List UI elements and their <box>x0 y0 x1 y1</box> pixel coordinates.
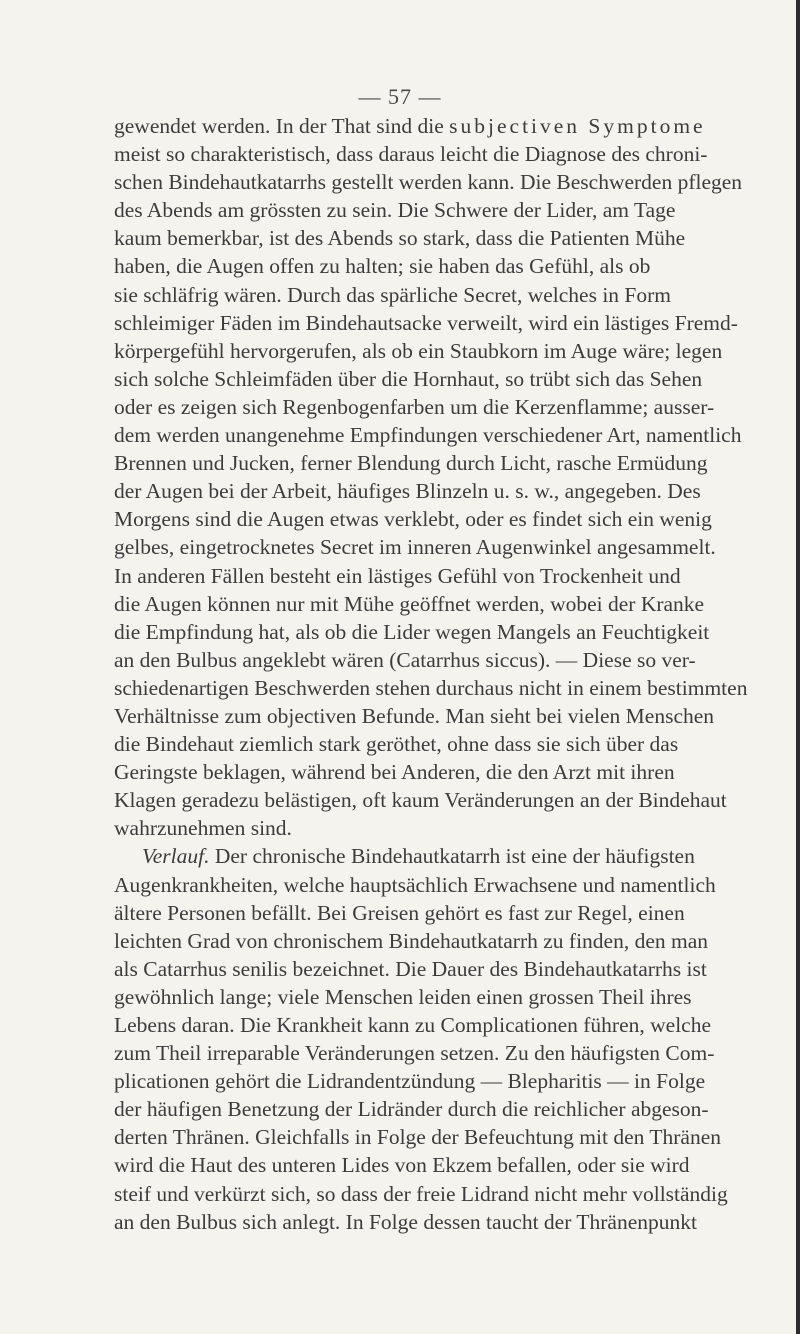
text-segment: gewendet werden. In der That sind die <box>114 114 450 138</box>
text-line: Geringste beklagen, während bei Anderen, die den Arzt mit ihren <box>114 760 675 785</box>
text-line <box>114 112 800 140</box>
text-line: der Augen bei der Arbeit, häufiges Blinzeln u. s. w., angegeben. Des <box>114 479 701 504</box>
text-line: Verhältnisse zum objectiven Befunde. Man sieht bei vielen Menschen <box>114 703 715 728</box>
text-line: schen Bindehautkatarrhs gestellt werden kann. Die Beschwerden pflegen <box>114 170 743 195</box>
text-line: als Catarrhus senilis bezeichnet. Die Dauer des Bindehautkatarrhs ist <box>114 956 707 981</box>
text-line: gewöhnlich lange; viele Menschen leiden einen grossen Theil ihres <box>114 984 692 1009</box>
text-line: an den Bulbus sich anlegt. In Folge dessen taucht der Thränenpunkt <box>114 1209 697 1234</box>
text-line: Brennen und Jucken, ferner Blendung durch Licht, rasche Ermüdung <box>114 451 708 476</box>
section-heading: Verlauf. <box>142 844 210 869</box>
text-line: Augenkrankheiten, welche hauptsächlich Erwachsene und namentlich <box>114 872 716 897</box>
text-line: plicationen gehört die Lidrandentzündung — Blepharitis — in Folge <box>114 1069 706 1094</box>
text-line: körpergefühl hervorgerufen, als ob ein Staubkorn im Auge wäre; legen <box>114 338 723 363</box>
text-line: leichten Grad von chronischem Bindehautkatarrh zu finden, den man <box>114 928 709 953</box>
text-line: meist so charakteristisch, dass daraus leicht die Diagnose des chroni- <box>114 142 708 167</box>
text-line: ältere Personen befällt. Bei Greisen gehört es fast zur Regel, einen <box>114 900 685 925</box>
body-text <box>114 112 800 1236</box>
text-line: des Abends am grössten zu sein. Die Schwere der Lider, am Tage <box>114 198 676 223</box>
text-line: die Empfindung hat, als ob die Lider wegen Mangels an Feuchtigkeit <box>114 619 710 644</box>
text-line: kaum bemerkbar, ist des Abends so stark, dass die Patienten Mühe <box>114 226 686 251</box>
text-line: haben, die Augen offen zu halten; sie haben das Gefühl, als ob <box>114 254 651 279</box>
text-segment: Der chronische Bindehautkatarrh ist eine der häufigsten <box>209 844 695 869</box>
text-line: gelbes, eingetrocknetes Secret im inneren Augenwinkel angesammelt. <box>114 535 716 560</box>
text-line: oder es zeigen sich Regenbogenfarben um die Kerzenflamme; ausser- <box>114 394 715 419</box>
text-line: Klagen geradezu belästigen, oft kaum Veränderungen an der Bindehaut <box>114 788 727 813</box>
text-line: an den Bulbus angeklebt wären (Catarrhus siccus). — Diese so ver- <box>114 647 696 672</box>
text-line: zum Theil irreparable Veränderungen setzen. Zu den häufigsten Com- <box>114 1041 715 1066</box>
text-line: schiedenartigen Beschwerden stehen durchaus nicht in einem bestimmten <box>114 675 748 700</box>
text-line: die Augen können nur mit Mühe geöffnet werden, wobei der Kranke <box>114 591 705 616</box>
text-line: der häufigen Benetzung der Lidränder durch die reichlicher abgeson- <box>114 1097 709 1122</box>
text-line: sich solche Schleimfäden über die Hornhaut, so trübt sich das Sehen <box>114 366 703 391</box>
text-line: Lebens daran. Die Krankheit kann zu Complicationen führen, welche <box>114 1013 712 1037</box>
text-line: sie schläfrig wären. Durch das spärliche Secret, welches in Form <box>114 282 672 307</box>
text-line: In anderen Fällen besteht ein lästiges Gefühl von Trockenheit und <box>114 563 681 588</box>
text-line: wird die Haut des unteren Lides von Ekzem befallen, oder sie wird <box>114 1153 690 1178</box>
text-line: Morgens sind die Augen etwas verklebt, oder es findet sich ein wenig <box>114 507 712 532</box>
text-line: schleimiger Fäden im Bindehautsacke verweilt, wird ein lästiges Fremd- <box>114 310 738 335</box>
text-line: wahrzunehmen sind. <box>114 816 292 841</box>
text-line: steif und verkürzt sich, so dass der freie Lidrand nicht mehr vollständig <box>114 1181 728 1206</box>
text-line: derten Thränen. Gleichfalls in Folge der Befeuchtung mit den Thränen <box>114 1125 721 1150</box>
text-line: die Bindehaut ziemlich stark geröthet, ohne dass sie sich über das <box>114 732 679 757</box>
scan-edge <box>796 0 800 1334</box>
emphasized-term: subjectiven Symptome <box>449 114 706 138</box>
text-line <box>114 842 800 870</box>
text-line: dem werden unangenehme Empfindungen verschiedener Art, namentlich <box>114 423 742 448</box>
page-number: — 57 — <box>358 84 442 109</box>
